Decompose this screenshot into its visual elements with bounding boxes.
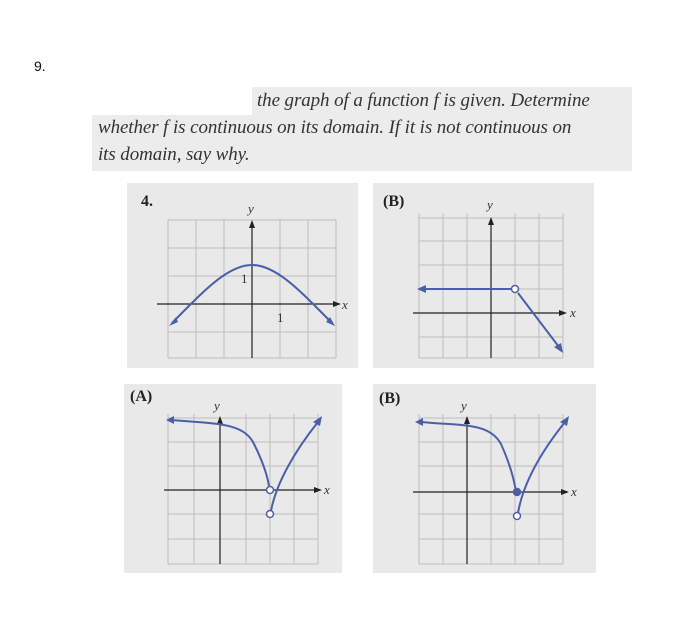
graph-4-y-label: y	[248, 201, 254, 216]
prompt-line-3: its domain, say why.	[98, 144, 250, 165]
prompt-line-2: whether f is continuous on its domain. If it is not continuous on	[98, 117, 572, 138]
graph-b-bottom-open-point	[514, 513, 521, 520]
graph-a-grid	[168, 414, 318, 564]
graph-4-y-tick: 1	[241, 271, 248, 286]
graph-a-label: (A)	[130, 388, 153, 405]
graph-a-x-label: x	[324, 482, 330, 497]
graph-b-bottom-x-arrow	[561, 489, 569, 495]
graph-4-x-tick: 1	[277, 310, 284, 325]
graph-a-y-label: y	[214, 398, 220, 413]
graph-b-bottom-left-branch	[421, 422, 516, 492]
graph-b-top-left-arrow	[417, 285, 426, 293]
graph-b-bottom-y-label: y	[461, 398, 467, 413]
graph-b-top-y-label: y	[487, 197, 493, 212]
graph-a-open-point-upper	[267, 487, 274, 494]
graph-b-top-right-arrow	[554, 343, 563, 353]
graph-4-label: 4.	[141, 193, 153, 210]
graph-panel-b-top	[373, 183, 594, 368]
graph-4-x-label: x	[342, 297, 348, 312]
graph-b-bottom-svg	[373, 384, 596, 573]
graph-b-bottom-closed-point	[514, 489, 521, 496]
graph-panel-b-bottom	[373, 384, 596, 573]
graph-b-top-label: (B)	[383, 193, 405, 210]
graph-b-bottom-label: (B)	[379, 390, 401, 407]
prompt-blank	[92, 87, 252, 115]
graph-panel-a	[124, 384, 342, 573]
graph-4-x-arrow	[333, 301, 341, 307]
graph-a-left-arrow	[166, 416, 174, 424]
graph-b-bottom-grid	[419, 414, 563, 564]
graph-a-y-arrow	[217, 416, 223, 424]
graph-b-top-open-point	[512, 286, 519, 293]
graph-b-bottom-right-branch	[518, 422, 565, 513]
graph-b-top-svg	[373, 183, 594, 368]
graph-a-svg	[124, 384, 342, 573]
graph-b-top-x-label: x	[570, 305, 576, 320]
prompt-box	[92, 87, 632, 171]
question-number: 9.	[34, 58, 46, 74]
graph-a-open-point-lower	[267, 511, 274, 518]
graph-b-bottom-x-label: x	[571, 484, 577, 499]
prompt-line-1: the graph of a function f is given. Determine	[257, 90, 590, 111]
graph-b-bottom-y-arrow	[464, 416, 470, 424]
graph-4-y-arrow	[249, 220, 255, 228]
graph-panel-4	[127, 183, 358, 368]
